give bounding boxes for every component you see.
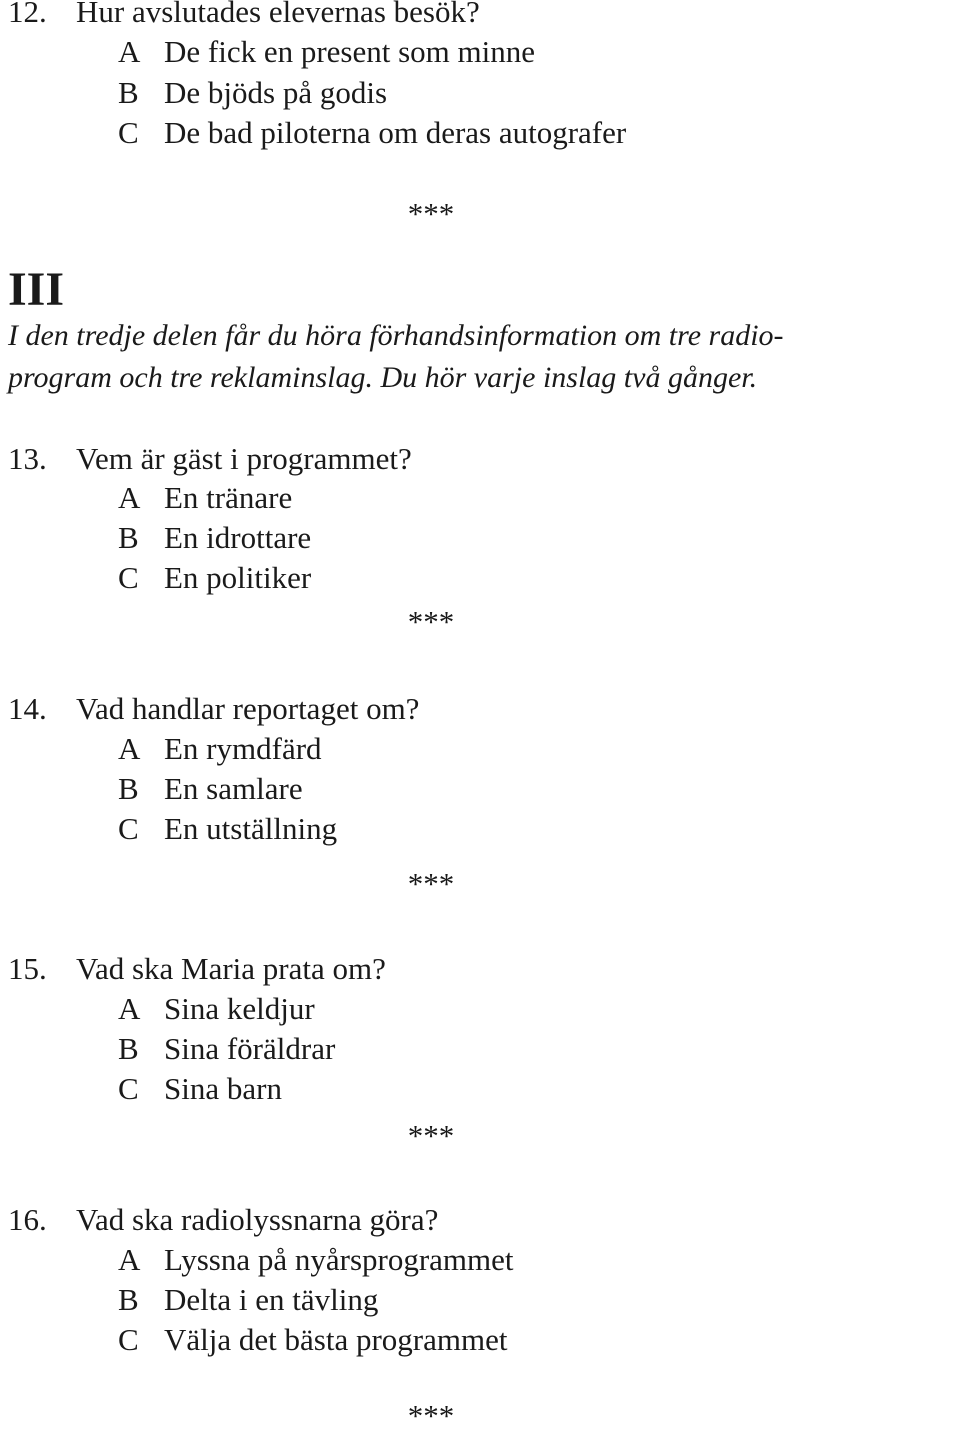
option-text: De bjöds på godis: [164, 75, 388, 110]
separator: ***: [407, 1118, 455, 1153]
option-letter: C: [118, 1071, 139, 1106]
option-text: En rymdfärd: [164, 731, 322, 766]
option-text: Sina keldjur: [164, 991, 315, 1026]
option-text: Delta i en tävling: [164, 1282, 379, 1317]
option-letter: A: [118, 1242, 141, 1277]
question-number: 16.: [8, 1202, 47, 1237]
option-letter: C: [118, 1322, 139, 1357]
question-text: Vad ska Maria prata om?: [76, 951, 386, 986]
option-text: En tränare: [164, 480, 293, 515]
separator: ***: [407, 866, 455, 901]
option-text: De fick en present som minne: [164, 34, 536, 69]
option-letter: A: [118, 34, 141, 69]
option-letter: A: [118, 991, 141, 1026]
option-letter: A: [118, 480, 141, 515]
separator: ***: [407, 196, 455, 231]
question-number: 15.: [8, 951, 47, 986]
question-number: 13.: [8, 441, 47, 476]
question-number: 12.: [8, 0, 47, 29]
option-letter: C: [118, 560, 139, 595]
option-letter: B: [118, 75, 139, 110]
question-text: Hur avslutades elevernas besök?: [76, 0, 480, 29]
section-title: III: [8, 263, 65, 316]
option-text: Sina föräldrar: [164, 1031, 336, 1066]
option-text: De bad piloterna om deras autografer: [164, 115, 627, 150]
option-letter: B: [118, 771, 139, 806]
option-letter: B: [118, 1031, 139, 1066]
separator: ***: [407, 1398, 455, 1433]
option-text: Lyssna på nyårsprogrammet: [164, 1242, 514, 1277]
option-text: En politiker: [164, 560, 312, 595]
option-text: En idrottare: [164, 520, 312, 555]
option-text: Välja det bästa programmet: [164, 1322, 508, 1357]
option-text: Sina barn: [164, 1071, 282, 1106]
option-letter: B: [118, 520, 139, 555]
question-text: Vem är gäst i programmet?: [76, 441, 412, 476]
option-text: En samlare: [164, 771, 303, 806]
option-letter: B: [118, 1282, 139, 1317]
option-letter: A: [118, 731, 141, 766]
section-intro-line-2: program och tre reklaminslag. Du hör varje inslag två gånger.: [8, 361, 758, 394]
question-number: 14.: [8, 691, 47, 726]
separator: ***: [407, 604, 455, 639]
option-text: En utställning: [164, 811, 338, 846]
question-text: Vad ska radiolyssnarna göra?: [76, 1202, 439, 1237]
section-intro-line-1: I den tredje delen får du höra förhandsinformation om tre radio-: [8, 319, 784, 352]
question-text: Vad handlar reportaget om?: [76, 691, 420, 726]
option-letter: C: [118, 115, 139, 150]
option-letter: C: [118, 811, 139, 846]
